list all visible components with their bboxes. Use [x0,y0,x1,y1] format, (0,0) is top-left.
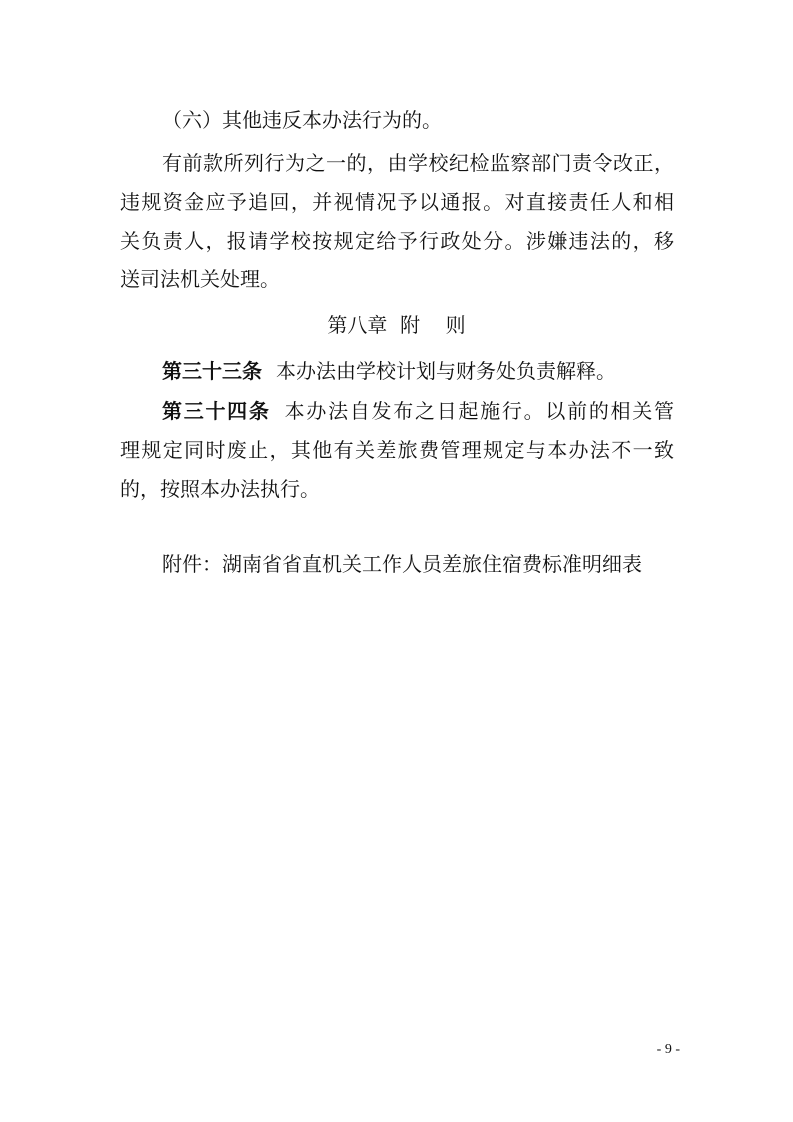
attachment-note: 附件：湖南省省直机关工作人员差旅住宿费标准明细表 [162,552,642,576]
article-34-line2: 理规定同时废止，其他有关差旅费管理规定与本办法不一致 [120,438,674,462]
para1-line4: 送司法机关处理。 [120,267,280,291]
article-34-line1 [162,398,674,424]
para1-line1: 有前款所列行为之一的，由学校纪检监察部门责令改正， [162,151,674,175]
article-33-title: 第三十三条 [162,359,262,383]
item-six: （六）其他违反本办法行为的。 [162,108,442,132]
article-33-text: 本办法由学校计划与财务处负责解释。 [276,359,616,383]
article-34-title: 第三十四条 [162,399,271,423]
para1-line2: 违规资金应予追回，并视情况予以通报。对直接责任人和相 [120,190,674,214]
chapter-heading: 第八章 附 则 [327,313,466,337]
para1-line3: 关负责人，报请学校按规定给予行政处分。涉嫌违法的，移 [120,229,674,253]
article-34-text: 本办法自发布之日起施行。以前的相关管 [284,399,675,423]
page-number: - 9 - [656,1042,680,1057]
article-34-line3: 的，按照本办法执行。 [120,477,320,501]
article-33 [162,358,616,384]
